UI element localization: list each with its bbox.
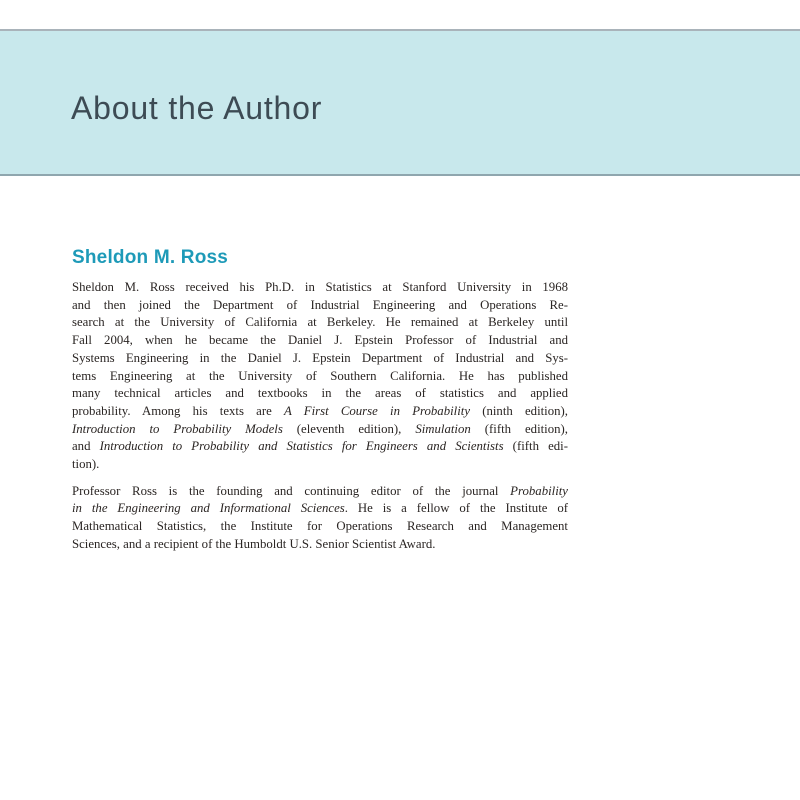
bio-line — [72, 314, 568, 332]
bio-text: Sciences, and a recipient of the Humboldt U.S. Senior Scientist Award. — [72, 536, 436, 551]
book-title-italic: in the Engineering and Informational Sciences — [72, 501, 345, 516]
bio-text: tems Engineering at the University of Southern California. He has published — [72, 368, 568, 383]
bio-paragraph — [72, 279, 568, 474]
bio-text: (eleventh edition), — [282, 421, 416, 436]
bio-text: (fifth edi- — [503, 439, 568, 454]
bio-line — [72, 438, 568, 456]
bio-text: tion). — [72, 457, 100, 472]
bio-line — [72, 518, 568, 536]
bio-line — [72, 332, 568, 350]
bio-line — [72, 536, 568, 554]
bio-line — [72, 385, 568, 403]
bio-text: and — [72, 439, 100, 454]
bio-paragraph — [72, 483, 568, 554]
bio-text: Mathematical Statistics, the Institute for Operations Research and Management — [72, 519, 568, 534]
about-author-content — [72, 247, 568, 554]
bio-line — [72, 403, 568, 421]
bio-text: probability. Among his texts are — [72, 403, 284, 418]
bio-line — [72, 368, 568, 386]
bio-line — [72, 456, 568, 474]
book-title-italic: Introduction to Probability and Statistics for Engineers and Scientists — [99, 439, 504, 454]
bio-text: Professor Ross is the founding and continuing editor of the journal — [72, 483, 511, 498]
bio-text: and then joined the Department of Industrial Engineering and Operations Re- — [72, 297, 568, 312]
bio-text: (ninth edition), — [470, 403, 568, 418]
bio-line — [72, 421, 568, 439]
bio-text: Sheldon M. Ross received his Ph.D. in Statistics at Stanford University in 1968 — [72, 280, 568, 294]
bio-line — [72, 297, 568, 315]
bio-text: many technical articles and textbooks in the areas of statistics and applied — [72, 386, 568, 401]
bio-text: (fifth edition), — [470, 421, 568, 436]
bio-text: . He is a fellow of the Institute of — [344, 501, 569, 516]
author-name-heading: Sheldon M. Ross — [72, 247, 229, 268]
bio-text: Systems Engineering in the Daniel J. Epstein Department of Industrial and Sys- — [72, 350, 568, 365]
bio-line — [72, 279, 568, 297]
bio-text: Fall 2004, when he became the Daniel J. Epstein Professor of Industrial and — [72, 333, 568, 348]
bio-line — [72, 483, 568, 501]
bio-line — [72, 500, 568, 518]
book-title-italic: Simulation — [415, 421, 471, 436]
book-title-italic: Probability — [510, 483, 568, 498]
page-title: About the Author — [71, 90, 323, 126]
chapter-banner — [0, 29, 800, 176]
bio-text: search at the University of California at Berkeley. He remained at Berkeley until — [72, 315, 568, 330]
book-title-italic: A First Course in Probability — [283, 403, 471, 418]
bio-line — [72, 350, 568, 368]
author-bio — [72, 279, 568, 554]
book-title-italic: Introduction to Probability Models — [72, 421, 283, 436]
